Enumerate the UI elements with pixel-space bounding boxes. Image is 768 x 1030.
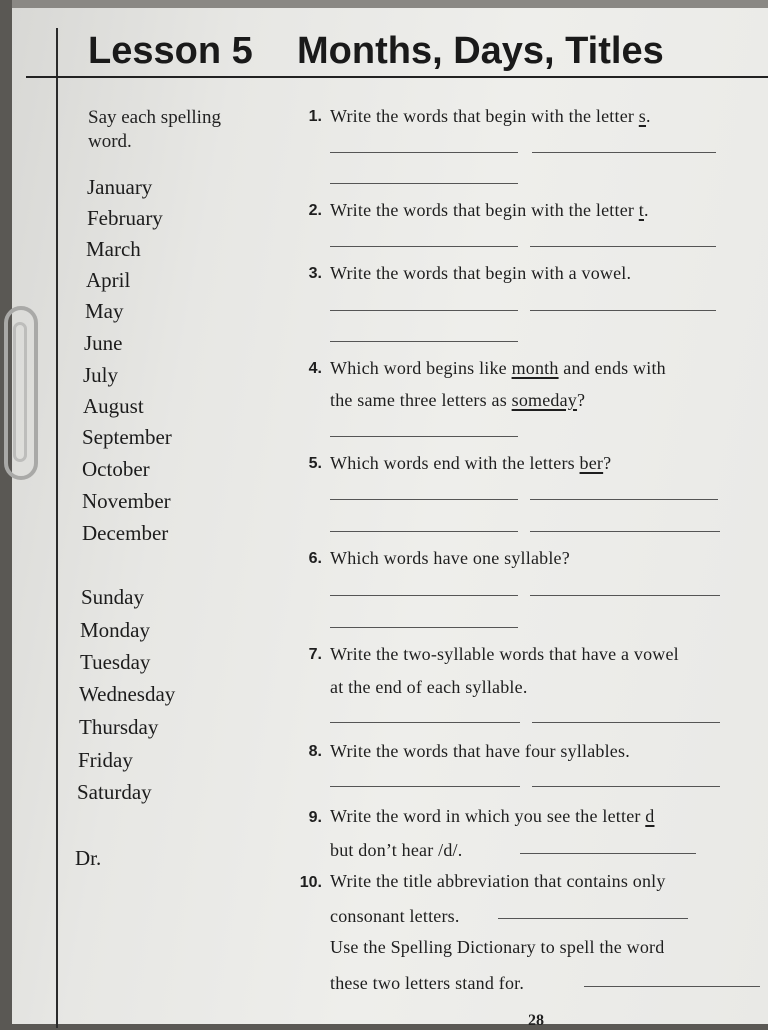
answer-line[interactable] [330, 722, 520, 723]
question-10-text-line3: Use the Spelling Dictionary to spell the word [330, 937, 665, 957]
answer-line[interactable] [530, 246, 716, 247]
answer-line[interactable] [330, 531, 518, 532]
word-day: Friday [78, 748, 133, 772]
answer-line[interactable] [330, 310, 518, 311]
word-day: Thursday [79, 715, 159, 739]
word-day: Tuesday [80, 650, 151, 674]
answer-line[interactable] [330, 341, 518, 342]
question-number: 4. [308, 360, 322, 377]
word-month: March [86, 237, 141, 261]
question-3-text: Write the words that begin with a vowel. [330, 263, 632, 283]
answer-line[interactable] [532, 722, 720, 723]
answer-line[interactable] [530, 499, 718, 500]
answer-line[interactable] [530, 531, 720, 532]
word-month: October [82, 457, 150, 481]
question-number: 3. [308, 265, 322, 282]
answer-line[interactable] [330, 786, 520, 787]
question-9-text: Write the word in which you see the letter d [330, 806, 655, 826]
question-number: 5. [308, 455, 322, 472]
answer-line[interactable] [530, 595, 720, 596]
question-4-text: Which word begins like month and ends with [330, 358, 666, 378]
word-month: November [82, 489, 171, 513]
paper-clip-inner [13, 322, 27, 462]
word-day: Wednesday [79, 682, 176, 706]
question-5-text: Which words end with the letters ber? [330, 453, 612, 473]
word-month: September [82, 425, 172, 449]
question-number: 1. [308, 108, 322, 125]
question-7-text-line2: at the end of each syllable. [330, 677, 528, 697]
question-number: 9. [308, 809, 322, 826]
word-month: April [86, 268, 131, 292]
question-9-text-line2: but don’t hear /d/. [330, 840, 463, 860]
word-month: August [83, 394, 144, 418]
title-rule [26, 76, 768, 78]
page-number: 28 [528, 1012, 544, 1029]
answer-line[interactable] [330, 436, 518, 437]
lesson-title: Months, Days, Titles [297, 30, 664, 72]
answer-line[interactable] [532, 786, 720, 787]
word-month: May [85, 299, 124, 323]
word-title: Dr. [75, 846, 102, 870]
word-day: Monday [80, 618, 150, 642]
question-1-text: Write the words that begin with the letter s. [330, 106, 651, 126]
question-number: 10. [299, 874, 322, 891]
question-10-text-line2: consonant letters. [330, 906, 460, 926]
binding-line [56, 28, 58, 1028]
word-day: Saturday [77, 780, 152, 804]
answer-line[interactable] [498, 918, 688, 919]
answer-line[interactable] [330, 595, 518, 596]
question-10-text: Write the title abbreviation that contains only [330, 871, 666, 891]
answer-line[interactable] [532, 152, 716, 153]
question-number: 8. [308, 743, 322, 760]
sidebar-instruction: Say each spelling word. [88, 107, 221, 152]
question-number: 7. [308, 646, 322, 663]
answer-line[interactable] [330, 152, 518, 153]
word-day: Sunday [81, 585, 144, 609]
question-8-text: Write the words that have four syllables. [330, 741, 630, 761]
question-7-text: Write the two-syllable words that have a vowel [330, 644, 679, 664]
word-month: December [82, 521, 169, 545]
word-month: January [87, 175, 153, 199]
lesson-number: Lesson 5 [88, 30, 253, 72]
question-2-text: Write the words that begin with the letter t. [330, 200, 649, 220]
answer-line[interactable] [530, 310, 716, 311]
question-number: 2. [308, 202, 322, 219]
answer-line[interactable] [584, 986, 760, 987]
word-month: June [84, 331, 123, 355]
answer-line[interactable] [330, 246, 518, 247]
answer-line[interactable] [330, 627, 518, 628]
question-6-text: Which words have one syllable? [330, 548, 570, 568]
answer-line[interactable] [330, 499, 518, 500]
answer-line[interactable] [330, 183, 518, 184]
word-month: February [87, 206, 163, 230]
question-10-text-line4: these two letters stand for. [330, 973, 525, 993]
answer-line[interactable] [520, 853, 696, 854]
word-month: July [83, 363, 119, 387]
question-number: 6. [308, 550, 322, 567]
question-4-text-line2: the same three letters as someday? [330, 390, 586, 410]
